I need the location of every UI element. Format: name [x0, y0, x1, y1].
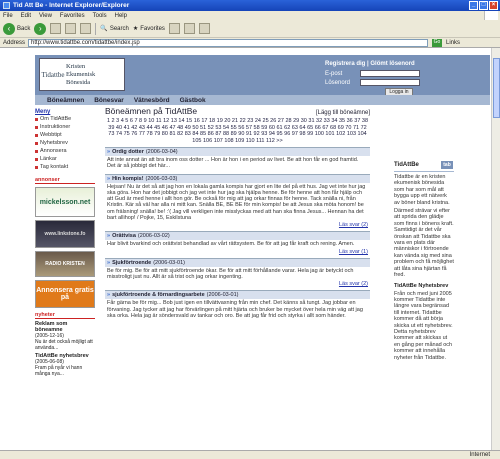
main-content: [105, 106, 370, 320]
ad-linkstone[interactable]: www.linkstone.fo: [35, 220, 95, 248]
menu-item-label: Om TidAttBe: [40, 116, 72, 122]
post-date: (2006-03-01): [153, 259, 185, 266]
back-label: Back: [17, 25, 31, 32]
news-date: (2005-06-08): [35, 359, 64, 365]
search-button[interactable]: [100, 25, 129, 32]
read-replies-link[interactable]: Läs svar (2): [338, 222, 368, 229]
nav-gastbok[interactable]: Gästbok: [179, 96, 206, 104]
post-body: Hejsan! Nu är det så att jag hon en lokala gamla kompis har gjort en lite del på ett hus. Jag vet inte hur jag ska göra. Hon har det jobbigt och jag vet inte hur jag ska hjälpa henne. Be för henne att hon får hjälp och att Gud är med henne i allt hon gör. Be också för mig att jag orkar finnas för henne. Tack snälla ni, från Kristin. Kär så väl har alla ni mitt kan. Snälla BE, BE BE för min kompis! be att Jesus ska möta honom! be om frälsning! snälla! be! :'( Jag vill verkligen inte misslyckas med att han ska finna Jesus... Hennan ha det bart allihop! / Pojke, 15, Eskilstuna: [107, 183, 366, 222]
address-input[interactable]: [28, 39, 428, 47]
address-url: http://www.tidattbe.com/tidattbe/index.jsp: [31, 39, 140, 46]
post-header[interactable]: [105, 290, 370, 299]
back-arrow-icon: ‹: [3, 23, 15, 35]
status-bar: [0, 450, 500, 459]
forgot-password-link[interactable]: Glömt lösenord: [370, 61, 415, 67]
bullet-icon: [35, 166, 38, 169]
menu-item-annonsera[interactable]: [35, 147, 95, 155]
menu-item-label: Instruktioner: [40, 124, 71, 130]
nav-boneamnen[interactable]: Böneämnen: [47, 96, 85, 104]
ie-icon: [3, 2, 10, 9]
news-title: TidAttBe nyhetsbrev: [35, 353, 89, 359]
menu-item-webbtipt[interactable]: [35, 131, 95, 139]
post-title: Hin kompis!: [112, 175, 144, 182]
window-titlebar: [0, 0, 500, 11]
post-body: Be för mig. Be för att mitt sjukförtroende ökar. Be för att mitt förhållande varar. Hela jag är betyckt och misstroligt just nu. Allt är så trist och jag orkar ingenting.: [107, 267, 354, 280]
windows-logo-icon: [484, 11, 498, 20]
newsletter-heading: TidAttBe Nyhetsbrev: [394, 282, 449, 289]
site-badge-icon: tab: [440, 160, 454, 170]
read-replies-link[interactable]: Läs svar (1): [338, 248, 368, 255]
security-zone: Internet: [469, 452, 490, 458]
menu-item-kontakt[interactable]: [35, 163, 95, 171]
post-title: Sjukförtroende: [112, 259, 152, 266]
menu-item-om[interactable]: [35, 115, 95, 123]
news-date: (2005-12-16): [35, 333, 64, 339]
pagination[interactable]: 1 2 3 4 5 6 7 8 9 10 11 12 13 14 15 16 17 18 19 20 21 22 23 24 25 26 27 28 29 30 31 32 33 34 35 36 37 38 39 40 41 42 43 44 45 46 47 48 49 50 51 52 53 54 55 56 57 58 59 60 61 62 63 64 65 66 67 68 69 70 71 72 73 74 75 76 77 78 79 80 81 82 83 84 85 86 87 88 89 90 91 92 93 94 95 96 97 98 99 100 101 102 103 104 105 106 107 108 109 110 111 112 >>: [106, 118, 369, 144]
menu-item-lankar[interactable]: [35, 155, 95, 163]
menu-heading: Meny: [35, 109, 51, 115]
bullet-icon: [35, 158, 38, 161]
print-icon[interactable]: [199, 23, 210, 34]
prayer-post: [105, 231, 370, 254]
address-bar: [0, 38, 500, 48]
prayer-post: [105, 258, 370, 288]
login-box: Registrera dig | Glömt lösenord E-post Lösenord Logga in: [325, 61, 420, 96]
right-text-2: Från och med juni 2005 kommer Tidattbe inte längre vara begränsad till internet. Tidattbe kommer då att börja skicka ut ett nyhetsbrev. Detta nyhetsbrev kommer att skickas ut en gång per månad och kommer att innehålla nyheter från Tidattbe.: [394, 290, 453, 361]
prayer-post: [105, 290, 370, 320]
toolbar: [0, 20, 500, 38]
menu-file[interactable]: File: [3, 12, 13, 19]
prayer-post: [105, 147, 370, 171]
news-item[interactable]: [35, 353, 95, 377]
menu-view[interactable]: View: [39, 12, 52, 19]
right-column: [394, 160, 454, 361]
favorites-label: Favorites: [140, 25, 165, 32]
menu-item-label: Nyhetsbrev: [40, 140, 68, 146]
bullet-icon: [35, 126, 38, 129]
read-replies-link[interactable]: Läs svar (2): [338, 281, 368, 288]
menu-item-instruktioner[interactable]: [35, 123, 95, 131]
toolbar-separator: [95, 23, 96, 35]
site-logo[interactable]: [39, 58, 125, 91]
back-button[interactable]: [3, 23, 30, 35]
arrow-icon: »: [107, 149, 111, 155]
register-link[interactable]: Registrera dig: [325, 61, 366, 67]
right-intro: Tidattbe är en kristen ekumenisk bönesida som har som mål att bygga upp ett nätverk av böner bland kristna.: [394, 174, 450, 206]
password-label: Lösenord: [325, 79, 351, 86]
menu-help[interactable]: Help: [114, 12, 127, 19]
arrow-icon: »: [107, 259, 111, 266]
maximize-button[interactable]: □: [479, 1, 488, 10]
forward-button[interactable]: ›: [34, 23, 46, 35]
page-title: Böneämnen på TidAttBe: [105, 106, 198, 116]
menu-item-nyhetsbrev[interactable]: [35, 139, 95, 147]
news-heading: nyheter: [35, 312, 95, 319]
minimize-button[interactable]: _: [469, 1, 478, 10]
prayer-post: [105, 174, 370, 229]
menu-item-label: Tag kontakt: [40, 164, 69, 170]
news-item[interactable]: [35, 321, 95, 351]
post-date: (2006-03-02): [137, 233, 170, 240]
close-button[interactable]: ×: [489, 1, 498, 10]
news-text: Nu är det också möjligt att använda...: [35, 339, 93, 351]
star-icon: ★: [132, 26, 139, 32]
login-button[interactable]: Logga in: [385, 88, 413, 96]
post-body: Har blivit bvarkind och orättvist behandlad av vårt rättsystem. Be för att jag får kraft och rening. Amen.: [107, 241, 355, 248]
menu-item-label: Annonsera: [40, 148, 67, 154]
logo-line-2: Ekumenisk: [66, 70, 96, 78]
news-title: Reklam som böneamne: [35, 321, 68, 333]
page-title-row: [105, 106, 370, 116]
logo-line-3: Bönesida: [66, 78, 91, 86]
right-heading-row: [394, 160, 454, 172]
links-button[interactable]: Links: [446, 39, 461, 46]
menu-item-label: Länkar: [40, 156, 57, 162]
ad-mickelsson[interactable]: mickelsson.net: [35, 187, 95, 217]
post-body: Får gärna be för mig... Bob just igen en tillvättvaxning från min chef. Det känns så tungt. Jag jobbar en förvaning. Jag tycker att jag har förvärlingen på mitt hjärta och bruker be mycket över hela min väg att jag ska orka. Hela jag är söndersvald av tankar och oro. Be att jag får frid och styrka i allt som händer.: [107, 300, 363, 319]
arrow-icon: »: [107, 175, 111, 182]
menu-tools[interactable]: Tools: [92, 12, 107, 19]
arrow-icon: »: [107, 233, 111, 240]
post-date: (2006-03-01): [206, 292, 239, 299]
media-icon[interactable]: [169, 23, 180, 34]
logo-line-1: Kristen: [66, 62, 86, 70]
post-title: sjukförtroende & förnardingsarbete: [112, 292, 205, 299]
post-title: Orättvisa: [112, 233, 136, 240]
email-label: E-post: [325, 70, 343, 77]
email-field[interactable]: [360, 70, 420, 77]
menu-favorites[interactable]: Favorites: [59, 12, 85, 19]
post-header[interactable]: [105, 258, 370, 267]
post-date: (2006-03-03): [145, 175, 178, 182]
vertical-scrollbar[interactable]: [491, 48, 500, 450]
menu-bar: [0, 11, 500, 20]
menu-item-label: Webbtipt: [40, 132, 62, 138]
go-button[interactable]: Go: [433, 38, 441, 45]
post-header[interactable]: [105, 147, 370, 156]
bullet-icon: [35, 142, 38, 145]
arrow-icon: »: [107, 292, 111, 299]
window-title: Tid Att Be - Internet Explorer/Explorer: [13, 2, 130, 9]
bullet-icon: [35, 134, 38, 137]
bullet-icon: [35, 118, 38, 121]
page-viewport: [0, 48, 491, 450]
favorites-button[interactable]: [133, 25, 165, 32]
logo-mark: Tidattbe: [41, 70, 65, 79]
post-body: Att inte annat än att bra inom oss dotter ... Hon är hon i en period av livet. Be att hon får en god framtid. Det är så jobbigt det här...: [107, 157, 359, 170]
post-header[interactable]: [105, 231, 370, 240]
search-icon: 🔍: [100, 26, 108, 32]
password-field[interactable]: [360, 79, 420, 86]
mail-icon[interactable]: [184, 23, 195, 34]
ad-annonsera[interactable]: Annonsera gratis på: [35, 280, 95, 308]
bullet-icon: [35, 150, 38, 153]
left-column: [35, 109, 95, 377]
ads-heading: annonser: [35, 177, 95, 184]
search-label: Search: [109, 25, 129, 32]
address-label: Address: [3, 39, 26, 46]
post-title: Ordig dotter: [112, 149, 144, 155]
nav-bonesvar[interactable]: Bönesvar: [94, 96, 124, 104]
refresh-icon[interactable]: [65, 23, 76, 34]
add-prayer-link[interactable]: [Lägg till böneämne]: [315, 110, 370, 116]
right-text-1: Därmed strävar vi efter att sprida den glädje som finns i bönens kraft. Samtidigt är det vår önskan att Tidattbe ska vara en plats där människor i förtroende kan vända sig med sina problem och få möjlighet att låta sina hjärtan få fred.: [394, 208, 454, 279]
nav-vatnesbord[interactable]: Vätnesbörd: [133, 96, 170, 104]
right-heading: TidAttBe: [394, 162, 419, 168]
ad-radio-kristen[interactable]: RADIO KRISTEN: [35, 251, 95, 277]
stop-icon[interactable]: [50, 23, 61, 34]
post-header[interactable]: [105, 174, 370, 183]
home-icon[interactable]: [80, 23, 91, 34]
scrollbar-thumb[interactable]: [493, 58, 500, 118]
news-text: Fram på nyår vi hann många nya...: [35, 365, 83, 377]
menu-edit[interactable]: Edit: [20, 12, 32, 19]
site-nav: [35, 95, 490, 105]
post-date: (2006-03-04): [145, 149, 178, 155]
